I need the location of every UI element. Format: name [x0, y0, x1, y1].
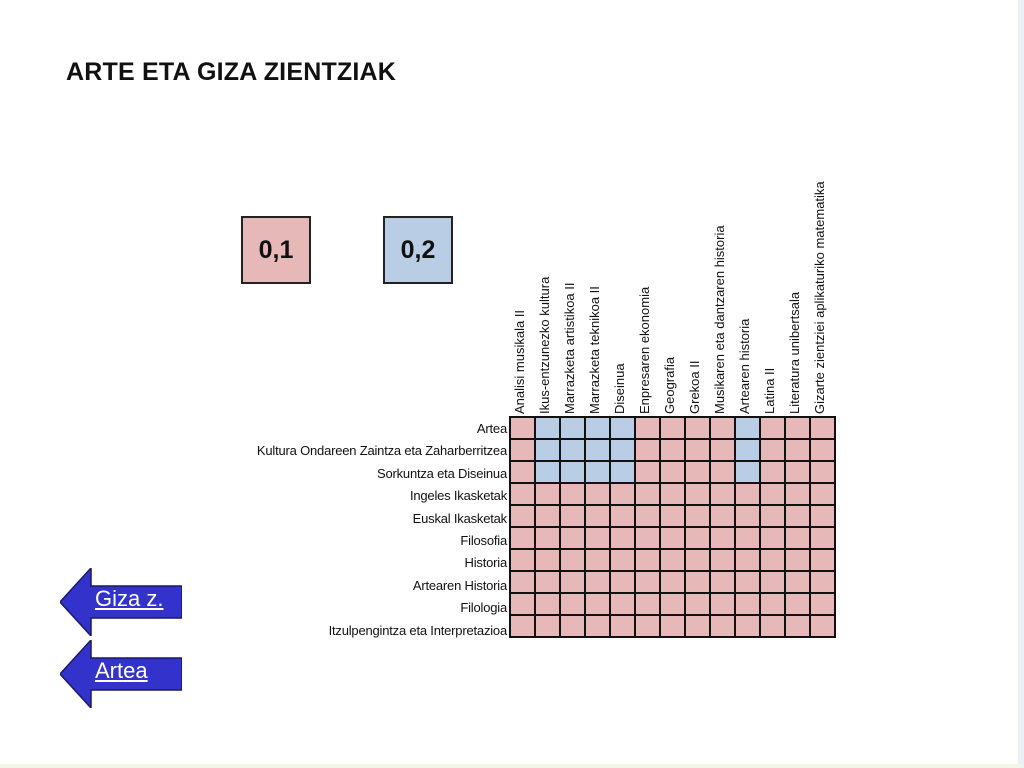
row-header: Itzulpengintza eta Interpretazioa: [328, 622, 507, 638]
grid-cell: [685, 417, 710, 439]
column-header: Grekoa II: [687, 360, 702, 414]
column-header: Ikus-entzunezko kultura: [537, 276, 552, 414]
grid-cell: [710, 461, 735, 483]
grid-cell: [560, 549, 585, 571]
grid-cell: [660, 417, 685, 439]
grid-cell: [685, 593, 710, 615]
grid-cell: [635, 483, 660, 505]
grid-cell: [635, 593, 660, 615]
grid-cell: [635, 615, 660, 637]
grid-cell: [760, 571, 785, 593]
grid-cell: [635, 549, 660, 571]
grid-cell: [535, 417, 560, 439]
grid-cell: [610, 571, 635, 593]
row-header: Filosofia: [460, 532, 507, 548]
grid-cell: [610, 593, 635, 615]
grid-cell: [635, 527, 660, 549]
grid-cell: [560, 461, 585, 483]
grid-cell: [660, 593, 685, 615]
grid-cell: [810, 549, 835, 571]
grid-row: [510, 483, 835, 505]
column-header: Marrazketa artistikoa II: [562, 282, 577, 414]
grid-cell: [785, 615, 810, 637]
grid-cell: [560, 439, 585, 461]
grid-cell: [660, 461, 685, 483]
grid-cell: [610, 505, 635, 527]
grid-cell: [685, 439, 710, 461]
grid-cell: [510, 593, 535, 615]
grid-cell: [535, 505, 560, 527]
grid-cell: [560, 417, 585, 439]
grid-cell: [810, 439, 835, 461]
grid-cell: [785, 483, 810, 505]
row-headers: [257, 418, 507, 642]
grid-cell: [710, 505, 735, 527]
grid-row: [510, 461, 835, 483]
grid-cell: [785, 461, 810, 483]
grid-cell: [685, 571, 710, 593]
grid-cell: [710, 549, 735, 571]
column-header: Diseinua: [612, 363, 627, 414]
grid-row: [510, 593, 835, 615]
grid-row: [510, 527, 835, 549]
grid-cell: [560, 505, 585, 527]
grid-row: [510, 505, 835, 527]
grid-cell: [710, 527, 735, 549]
row-header: Sorkuntza eta Diseinua: [376, 465, 507, 481]
grid-cell: [760, 483, 785, 505]
grid-cell: [785, 439, 810, 461]
grid-cell: [510, 461, 535, 483]
grid-cell: [585, 439, 610, 461]
row-header: Artea: [476, 421, 507, 436]
grid-cell: [660, 505, 685, 527]
grid-cell: [535, 439, 560, 461]
nav-artea-button[interactable]: [60, 640, 182, 708]
grid-cell: [610, 461, 635, 483]
grid-row: [510, 417, 835, 439]
grid-cell: [735, 615, 760, 637]
grid-cell: [710, 593, 735, 615]
grid-cell: [685, 483, 710, 505]
row-header: Historia: [464, 555, 507, 571]
grid-cell: [560, 593, 585, 615]
grid-cell: [610, 439, 635, 461]
grid-cell: [735, 483, 760, 505]
grid-cell: [510, 439, 535, 461]
row-header: Euskal Ikasketak: [412, 510, 507, 526]
grid-cell: [585, 549, 610, 571]
row-header: Artearen Historia: [412, 577, 507, 593]
grid-cell: [585, 461, 610, 483]
legend-value-0-2: 0,2: [383, 216, 453, 284]
grid-cell: [585, 615, 610, 637]
grid-cell: [510, 527, 535, 549]
grid-cell: [685, 549, 710, 571]
grid-cell: [660, 439, 685, 461]
grid-cell: [660, 527, 685, 549]
grid-cell: [535, 593, 560, 615]
grid-cell: [785, 549, 810, 571]
grid-cell: [610, 549, 635, 571]
column-header: Artearen historia: [737, 318, 752, 414]
grid-cell: [535, 549, 560, 571]
grid-row: [510, 571, 835, 593]
grid-cell: [660, 483, 685, 505]
grid-cell: [760, 549, 785, 571]
grid-cell: [760, 527, 785, 549]
grid-cell: [635, 505, 660, 527]
grid-cell: [735, 417, 760, 439]
grid-cell: [785, 571, 810, 593]
grid-cell: [810, 461, 835, 483]
column-header: Musikaren eta dantzaren historia: [712, 225, 727, 414]
column-header: Gizarte zientziei aplikaturiko matematika: [812, 181, 827, 414]
grid-cell: [710, 439, 735, 461]
grid-cell: [810, 417, 835, 439]
nav-giza-z-button[interactable]: [60, 568, 182, 636]
slide-right-edge: [1018, 0, 1024, 768]
grid-cell: [810, 483, 835, 505]
column-header: Latina II: [762, 367, 777, 414]
grid-cell: [610, 527, 635, 549]
grid-cell: [760, 505, 785, 527]
grid-cell: [660, 615, 685, 637]
grid-cell: [635, 417, 660, 439]
grid-cell: [535, 461, 560, 483]
column-header: Enpresaren ekonomia: [637, 286, 652, 414]
grid-cell: [685, 461, 710, 483]
grid-cell: [735, 549, 760, 571]
nav-giza-z-link[interactable]: Giza z.: [95, 586, 164, 611]
grid-cell: [635, 571, 660, 593]
grid-row: [510, 549, 835, 571]
grid-cell: [710, 417, 735, 439]
grid-cell: [610, 417, 635, 439]
grid-cell: [585, 483, 610, 505]
grid-cell: [560, 615, 585, 637]
grid-row: [510, 439, 835, 461]
grid-cell: [735, 571, 760, 593]
grid-cell: [585, 571, 610, 593]
grid-cell: [560, 571, 585, 593]
grid-cell: [660, 571, 685, 593]
grid-cell: [760, 439, 785, 461]
grid-cell: [810, 527, 835, 549]
grid-cell: [585, 527, 610, 549]
grid-cell: [810, 593, 835, 615]
row-header: Ingeles Ikasketak: [409, 488, 507, 504]
grid-cell: [810, 615, 835, 637]
grid-cell: [785, 505, 810, 527]
grid-cell: [735, 461, 760, 483]
grid-cell: [535, 571, 560, 593]
column-header: Literatura unibertsala: [787, 291, 802, 414]
grid-cell: [510, 483, 535, 505]
slide-bottom-edge: [0, 764, 1024, 768]
grid-cell: [635, 461, 660, 483]
grid-cell: [510, 505, 535, 527]
row-header: Filologia: [460, 600, 507, 616]
grid-cell: [760, 417, 785, 439]
grid-cell: [685, 505, 710, 527]
grid-cell: [560, 483, 585, 505]
grid-cell: [685, 615, 710, 637]
grid-cell: [735, 505, 760, 527]
grid-cell: [710, 483, 735, 505]
grid-cell: [585, 593, 610, 615]
column-header: Marrazketa teknikoa II: [587, 286, 602, 414]
grid-cell: [585, 505, 610, 527]
grid-cell: [685, 527, 710, 549]
grid-cell: [710, 615, 735, 637]
grid-cell: [510, 417, 535, 439]
row-header: Kultura Ondareen Zaintza eta Zaharberritzea: [256, 443, 507, 459]
grid-cell: [510, 549, 535, 571]
weighting-grid: [509, 416, 836, 638]
grid-cell: [610, 615, 635, 637]
grid-cell: [710, 571, 735, 593]
grid-cell: [535, 615, 560, 637]
grid-cell: [535, 483, 560, 505]
grid-cell: [785, 417, 810, 439]
grid-cell: [760, 461, 785, 483]
grid-cell: [560, 527, 585, 549]
grid-cell: [510, 615, 535, 637]
grid-cell: [810, 505, 835, 527]
grid-cell: [535, 527, 560, 549]
page-title: ARTE ETA GIZA ZIENTZIAK: [66, 58, 397, 86]
grid-cell: [660, 549, 685, 571]
grid-cell: [735, 527, 760, 549]
grid-cell: [810, 571, 835, 593]
column-header: Analisi musikala II: [512, 309, 527, 414]
grid-cell: [735, 439, 760, 461]
grid-cell: [635, 439, 660, 461]
grid-cell: [735, 593, 760, 615]
grid-cell: [610, 483, 635, 505]
grid-cell: [760, 593, 785, 615]
legend-value-0-1: 0,1: [241, 216, 311, 284]
grid-cell: [510, 571, 535, 593]
grid-cell: [785, 527, 810, 549]
nav-artea-link[interactable]: Artea: [95, 658, 148, 683]
grid-row: [510, 615, 835, 637]
grid-cell: [785, 593, 810, 615]
grid-cell: [585, 417, 610, 439]
column-header: Geografia: [662, 356, 677, 414]
grid-cell: [760, 615, 785, 637]
